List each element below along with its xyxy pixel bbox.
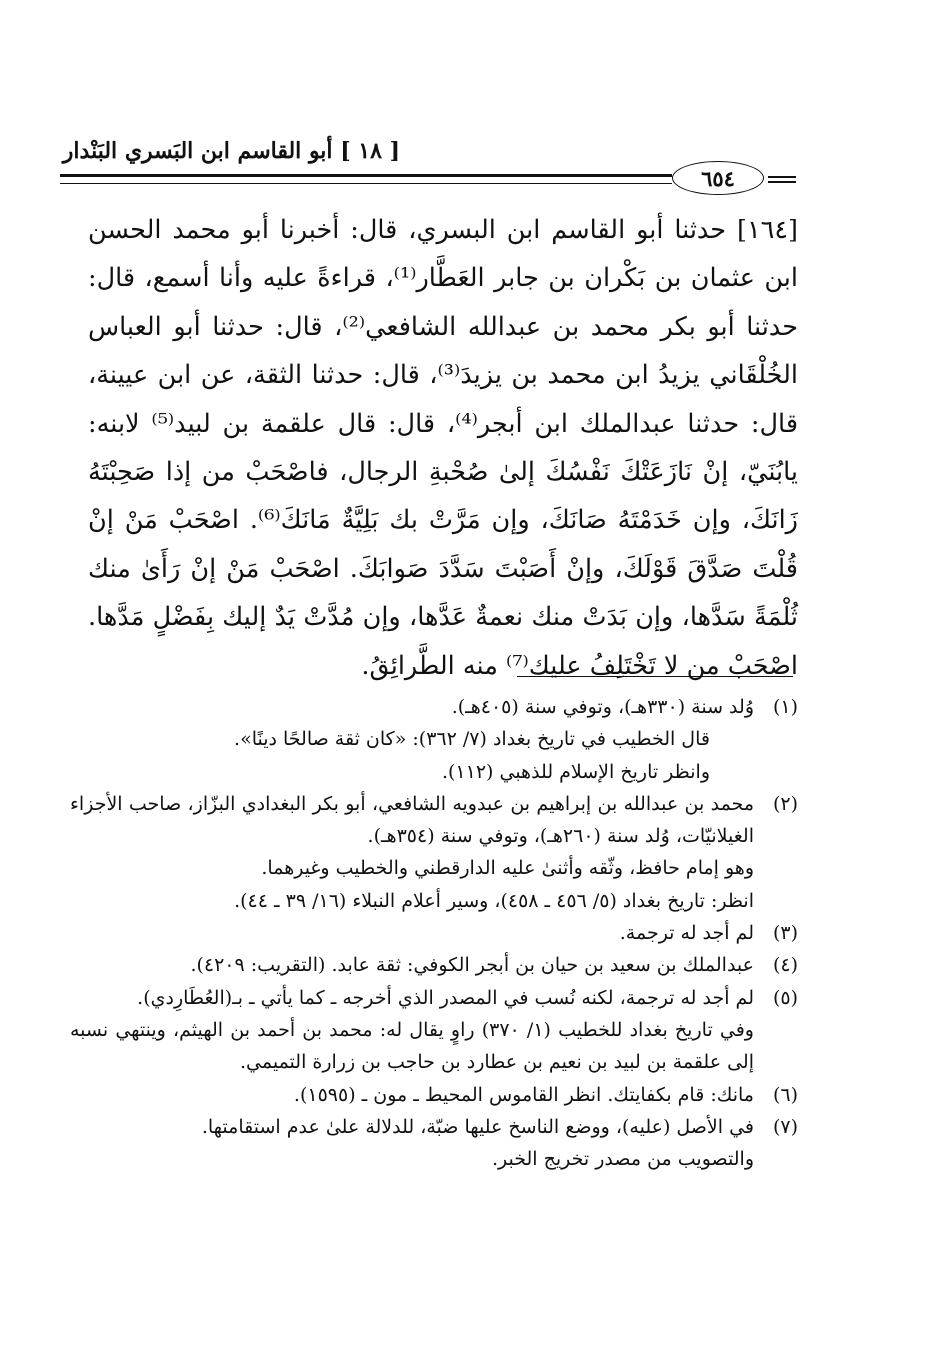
footnote: [70, 691, 798, 788]
footnote-line: عبدالملك بن سعيد بن حيان بن أبجر الكوفي: ثقة عابد. (التقريب: ٤٢٠٩).: [190, 954, 754, 977]
footnote-number: (٧): [772, 1115, 798, 1138]
footnote-number: (١): [772, 696, 798, 718]
main-text: [١٦٤] حدثنا أبو القاسم ابن البسري، قال: أخبرنا أبو محمد الحسن ابن عثمان بن بَكْران بن جابر العَطَّار⁽¹⁾، قراءةً عليه وأنا أسمع، قال: حدثنا أبو بكر محمد بن عبدالله الشافعي⁽²⁾، قال: حدثنا أبو العباس الخُلْقَاني يزيدُ ابن محمد بن يزيدَ⁽³⁾، قال: حدثنا الثقة، عن ابن عيينة، قال: حدثنا عبدالملك ابن أبجر⁽⁴⁾، قال: قال علقمة بن لبيد⁽⁵⁾ لابنه: يابُنَيّ، إنْ نَازَعَتْكَ نَفْسُكَ إلىٰ صُحْبةِ الرجال، فاصْحَبْ من إذا صَحِبْتَهُ زَانَكَ، وإن خَدَمْتَهُ صَانَكَ، وإن مَرَّتْ بك بَلِيَّةٌ مَانَكَ⁽⁶⁾. اصْحَبْ مَنْ إنْ قُلْتَ صَدَّقَ قَوْلَكَ، وإنْ أَصَبْتَ سَدَّدَ صَوابَكَ. اصْحَبْ مَنْ إنْ رَأَىٰ منك ثُلْمَةً سَدَّها، وإن بَدَتْ منك نعمةٌ عَدَّها، وإن مُدَّتْ يَدٌ إليك بِفَضْلٍ مَدَّها. اصْحَبْ من لا تَخْتَلِفُ عليك⁽⁷⁾ منه الطَّرائِقُ.: [88, 215, 799, 681]
footnote-body: [70, 1111, 754, 1176]
footnote-body: [70, 691, 754, 788]
footnote-number: (٦): [772, 1083, 798, 1106]
footnote-number: (٥): [772, 986, 798, 1009]
footnote-body: [70, 949, 754, 981]
footnote-line: محمد بن عبدالله بن إبراهيم بن عبدويه الشافعي، أبو بكر البغدادي البزّاز، صاحب الأجزاء الغيلانيّات، وُلد سنة (٢٦٠هـ)، وتوفي سنة (٣٥٤هـ).: [70, 792, 754, 848]
header-rule-ornament: [768, 176, 796, 183]
footnote-line: مانك: قام بكفايتك. انظر القاموس المحيط ـ مون ـ (١٥٩٥).: [293, 1083, 754, 1106]
page-number: ٦٥٤: [672, 161, 764, 195]
footnotes: [70, 691, 798, 1175]
footnote-body: [70, 917, 754, 949]
footnote-number: (٤): [772, 954, 798, 977]
footnote: [70, 917, 798, 949]
footnote: [70, 949, 798, 981]
footnote-line: والتصويب من مصدر تخريج الخبر.: [492, 1148, 754, 1171]
footnote-line: وانظر تاريخ الإسلام للذهبي (١١٢).: [441, 760, 710, 783]
footnote-number: (٣): [772, 922, 798, 945]
footnote-line: قال الخطيب في تاريخ بغداد (٧/ ٣٦٢): «كان ثقة صالحًا دينًا».: [234, 728, 710, 751]
footnote-line: في الأصل (عليه)، ووضع الناسخ عليها ضبّة، للدلالة علىٰ عدم استقامتها.: [201, 1115, 754, 1138]
footnote-separator: [517, 676, 793, 677]
footnote-line: وفي تاريخ بغداد للخطيب (١/ ٣٧٠) راوٍ يقال له: محمد بن أحمد بن الهيثم، وينتهي نسبه إلى علقمة بن لبيد بن نعيم بن عطارد بن حاجب بن زرارة التميمي.: [70, 1018, 754, 1074]
footnote-line: انظر: تاريخ بغداد (٥/ ٤٥٦ ـ ٤٥٨)، وسير أعلام النبلاء (١٦/ ٣٩ ـ ٤٤).: [234, 889, 754, 912]
running-head: [ ١٨ ] أبو القاسم ابن البَسري البَنْدار: [62, 138, 400, 164]
footnote-number: (٢): [772, 792, 798, 815]
footnote: [70, 1079, 798, 1111]
footnote: [70, 1111, 798, 1176]
footnote: [70, 788, 798, 917]
footnote: [70, 982, 798, 1079]
header-rule: [60, 174, 672, 184]
footnote-line: لم أجد له ترجمة، لكنه نُسب في المصدر الذي أخرجه ـ كما يأتي ـ بـ(العُطَارِدي).: [137, 986, 754, 1009]
footnote-line: لم أجد له ترجمة.: [619, 922, 754, 945]
footnote-line: وُلد سنة (٣٣٠هـ)، وتوفي سنة (٤٠٥هـ).: [451, 696, 754, 718]
footnote-body: [70, 788, 754, 917]
footnote-body: [70, 1079, 754, 1111]
footnote-body: [70, 982, 754, 1079]
footnote-line: وهو إمام حافظ، وثّقه وأثنىٰ عليه الدارقطني والخطيب وغيرهما.: [261, 857, 754, 880]
